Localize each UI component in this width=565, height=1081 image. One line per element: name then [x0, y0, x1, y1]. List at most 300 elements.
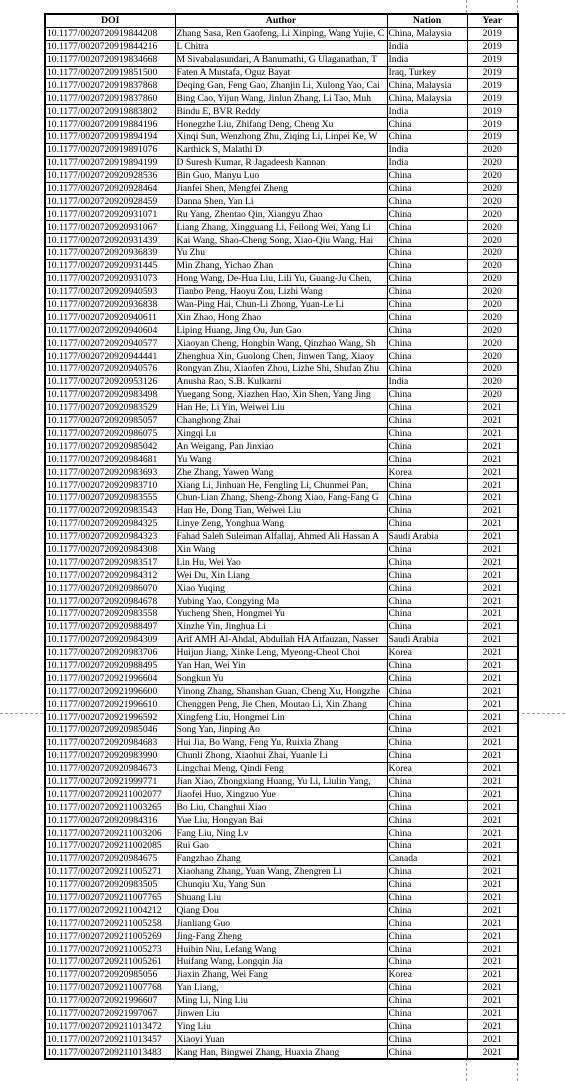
table-row — [45, 569, 518, 582]
cell-doi: 10.1177/0020720920931067 — [45, 221, 175, 234]
table-row — [45, 530, 518, 543]
cell-author: Qiang Dou — [175, 904, 387, 917]
table-row — [45, 182, 518, 195]
cell-doi: 10.1177/0020720920983517 — [45, 556, 175, 569]
cell-year: 2021 — [467, 607, 518, 620]
cell-author: Huibin Niu, Lefang Wang — [175, 943, 387, 956]
table-row — [45, 491, 518, 504]
cell-author: Fahad Saleh Suleiman Alfallaj, Ahmed Ali Hassan A — [175, 530, 387, 543]
cell-author: Bindu E, BVR Reddy — [175, 105, 387, 118]
cell-author: Arif AMH Al-Ahdal, Abdullah HA Atfauzan, Nasser — [175, 633, 387, 646]
cell-doi: 10.1177/0020720920984681 — [45, 453, 175, 466]
cell-year: 2019 — [467, 66, 518, 79]
cell-nation: China — [387, 556, 467, 569]
cell-year: 2021 — [467, 788, 518, 801]
cell-doi: 10.1177/0020720920928536 — [45, 169, 175, 182]
table-row — [45, 968, 518, 981]
cell-doi: 10.1177/0020720920983558 — [45, 607, 175, 620]
cell-year: 2021 — [467, 762, 518, 775]
cell-year: 2021 — [467, 878, 518, 891]
cell-year: 2021 — [467, 595, 518, 608]
cell-nation: China — [387, 118, 467, 131]
cell-author: Faten A Mustafa, Oguz Bayat — [175, 66, 387, 79]
cell-year: 2021 — [467, 543, 518, 556]
cell-doi: 10.1177/0020720919894194 — [45, 131, 175, 144]
cell-doi: 10.1177/0020720919894199 — [45, 156, 175, 169]
cell-year: 2020 — [467, 195, 518, 208]
cell-doi: 10.1177/0020720920928459 — [45, 195, 175, 208]
cell-nation: China — [387, 298, 467, 311]
cell-doi: 10.1177/00207209211003206 — [45, 827, 175, 840]
cell-year: 2019 — [467, 40, 518, 53]
cell-doi: 10.1177/0020720920984308 — [45, 543, 175, 556]
cell-doi: 10.1177/0020720919884196 — [45, 118, 175, 131]
cell-author: Chunli Zhong, Xiaohui Zhai, Yuanle Li — [175, 749, 387, 762]
table-row — [45, 388, 518, 401]
cell-year: 2021 — [467, 556, 518, 569]
cell-nation: China — [387, 840, 467, 853]
cell-doi: 10.1177/0020720920931439 — [45, 234, 175, 247]
cell-year: 2021 — [467, 814, 518, 827]
table-row — [45, 66, 518, 79]
table-row — [45, 543, 518, 556]
cell-nation: Korea — [387, 466, 467, 479]
cell-year: 2021 — [467, 479, 518, 492]
cell-nation: Korea — [387, 646, 467, 659]
table-row — [45, 143, 518, 156]
cell-doi: 10.1177/0020720919851500 — [45, 66, 175, 79]
cell-doi: 10.1177/00207209211007768 — [45, 981, 175, 994]
cell-nation: China — [387, 259, 467, 272]
cell-nation: China — [387, 195, 467, 208]
cell-year: 2019 — [467, 118, 518, 131]
cell-author: Yubing Yao, Congying Ma — [175, 595, 387, 608]
cell-nation: China — [387, 607, 467, 620]
cell-doi: 10.1177/0020720920983710 — [45, 479, 175, 492]
cell-author: Fang Liu, Ning Lv — [175, 827, 387, 840]
cell-doi: 10.1177/0020720920953126 — [45, 375, 175, 388]
cell-doi: 10.1177/0020720920986075 — [45, 427, 175, 440]
cell-year: 2021 — [467, 711, 518, 724]
cell-nation: China — [387, 169, 467, 182]
cell-doi: 10.1177/0020720919891076 — [45, 143, 175, 156]
cell-year: 2021 — [467, 504, 518, 517]
cell-year: 2020 — [467, 298, 518, 311]
table-row — [45, 878, 518, 891]
cell-author: Xinzhe Yin, Jinghua Li — [175, 620, 387, 633]
cell-doi: 10.1177/0020720920936838 — [45, 298, 175, 311]
cell-nation: India — [387, 143, 467, 156]
cell-doi: 10.1177/0020720920984309 — [45, 633, 175, 646]
table-row — [45, 827, 518, 840]
cell-year: 2020 — [467, 259, 518, 272]
cell-doi: 10.1177/00207209211004212 — [45, 904, 175, 917]
cell-year: 2021 — [467, 1007, 518, 1020]
table-row — [45, 92, 518, 105]
cell-doi: 10.1177/0020720921999771 — [45, 775, 175, 788]
cell-year: 2021 — [467, 582, 518, 595]
cell-nation: China — [387, 595, 467, 608]
cell-nation: China — [387, 517, 467, 530]
cell-year: 2020 — [467, 182, 518, 195]
table-row — [45, 350, 518, 363]
table-row — [45, 169, 518, 182]
cell-author: Bing Cao, Yijun Wang, Jinlun Zhang, Li Tao, Muh — [175, 92, 387, 105]
table-row — [45, 685, 518, 698]
table-row — [45, 479, 518, 492]
cell-year: 2021 — [467, 685, 518, 698]
cell-nation: China — [387, 363, 467, 376]
cell-author: Wei Du, Xin Liang — [175, 569, 387, 582]
table-row — [45, 840, 518, 853]
table-row — [45, 259, 518, 272]
table-row — [45, 156, 518, 169]
cell-year: 2020 — [467, 285, 518, 298]
cell-year: 2020 — [467, 337, 518, 350]
cell-nation: China — [387, 272, 467, 285]
cell-author: Honegzhe Liu, Zhifang Deng, Cheng Xu — [175, 118, 387, 131]
cell-year: 2020 — [467, 247, 518, 260]
cell-author: D Suresh Kumar, R Jagadeesh Kannan — [175, 156, 387, 169]
cell-year: 2021 — [467, 698, 518, 711]
cell-nation: India — [387, 53, 467, 66]
cell-doi: 10.1177/0020720920983505 — [45, 878, 175, 891]
cell-nation: China — [387, 388, 467, 401]
cell-author: Han He, Dong Tian, Weiwei Liu — [175, 504, 387, 517]
cell-year: 2021 — [467, 801, 518, 814]
table-row — [45, 1007, 518, 1020]
cell-nation: China — [387, 479, 467, 492]
cell-doi: 10.1177/00207209211005273 — [45, 943, 175, 956]
cell-author: An Weigang, Pan Jinxiao — [175, 440, 387, 453]
cell-doi: 10.1177/00207209211013472 — [45, 1020, 175, 1033]
cell-year: 2020 — [467, 143, 518, 156]
cell-author: Xiaoyi Yuan — [175, 1033, 387, 1046]
cell-year: 2020 — [467, 272, 518, 285]
cell-doi: 10.1177/0020720921996610 — [45, 698, 175, 711]
cell-doi: 10.1177/0020720920983555 — [45, 491, 175, 504]
cell-doi: 10.1177/0020720920985057 — [45, 414, 175, 427]
cell-doi: 10.1177/0020720920985042 — [45, 440, 175, 453]
cell-year: 2021 — [467, 749, 518, 762]
cell-year: 2021 — [467, 427, 518, 440]
cell-nation: Korea — [387, 968, 467, 981]
cell-author: Zhe Zhang, Yawen Wang — [175, 466, 387, 479]
cell-nation: China — [387, 736, 467, 749]
table-row — [45, 762, 518, 775]
cell-doi: 10.1177/0020720920931071 — [45, 208, 175, 221]
table-row — [45, 517, 518, 530]
cell-nation: China — [387, 917, 467, 930]
cell-author: Huifang Wang, Longqin Jia — [175, 956, 387, 969]
column-header-year: Year — [467, 14, 518, 27]
cell-doi: 10.1177/00207209211013483 — [45, 1046, 175, 1059]
cell-year: 2021 — [467, 917, 518, 930]
cell-author: Xinqi Sun, Wenzhong Zhu, Ziqing Li, Linpei Ke, W — [175, 131, 387, 144]
cell-author: Yu Zhu — [175, 247, 387, 260]
cell-nation: China — [387, 504, 467, 517]
cell-nation: China — [387, 234, 467, 247]
cell-nation: India — [387, 40, 467, 53]
cell-year: 2021 — [467, 930, 518, 943]
cell-nation: China — [387, 620, 467, 633]
cell-doi: 10.1177/0020720920931445 — [45, 259, 175, 272]
cell-doi: 10.1177/0020720919883802 — [45, 105, 175, 118]
table-row — [45, 427, 518, 440]
cell-nation: China — [387, 865, 467, 878]
cell-author: Yucheng Shen, Hongmei Yu — [175, 607, 387, 620]
cell-doi: 10.1177/0020720919837860 — [45, 92, 175, 105]
cell-doi: 10.1177/0020720920984312 — [45, 569, 175, 582]
table-row — [45, 607, 518, 620]
cell-doi: 10.1177/0020720920984673 — [45, 762, 175, 775]
cell-doi: 10.1177/0020720920940604 — [45, 324, 175, 337]
table-row — [45, 801, 518, 814]
cell-doi: 10.1177/0020720920940577 — [45, 337, 175, 350]
cell-nation: Canada — [387, 852, 467, 865]
cell-nation: China, Malaysia — [387, 92, 467, 105]
table-row — [45, 53, 518, 66]
table-row — [45, 595, 518, 608]
cell-author: Ying Liu — [175, 1020, 387, 1033]
cell-year: 2021 — [467, 956, 518, 969]
publications-table — [44, 13, 519, 1060]
table-row — [45, 698, 518, 711]
cell-nation: India — [387, 105, 467, 118]
cell-author: Linye Zeng, Yonghua Wang — [175, 517, 387, 530]
cell-doi: 10.1177/0020720920988495 — [45, 659, 175, 672]
cell-year: 2020 — [467, 156, 518, 169]
cell-doi: 10.1177/0020720920983529 — [45, 401, 175, 414]
cell-author: Fangzhao Zhang — [175, 852, 387, 865]
cell-author: Hui Jia, Bo Wang, Feng Yu, Ruixia Zhang — [175, 736, 387, 749]
table-row — [45, 298, 518, 311]
cell-author: Chun-Lian Zhang, Sheng-Zhong Xiao, Fang-Fang G — [175, 491, 387, 504]
cell-year: 2021 — [467, 775, 518, 788]
cell-nation: China — [387, 775, 467, 788]
cell-nation: China — [387, 247, 467, 260]
cell-author: Deqing Gan, Feng Gao, Zhanjin Li, Xulong Yao, Cai — [175, 79, 387, 92]
cell-author: Yan Liang, — [175, 981, 387, 994]
cell-year: 2019 — [467, 79, 518, 92]
cell-doi: 10.1177/0020720920940593 — [45, 285, 175, 298]
cell-year: 2021 — [467, 569, 518, 582]
cell-doi: 10.1177/0020720920986070 — [45, 582, 175, 595]
cell-doi: 10.1177/0020720920983498 — [45, 388, 175, 401]
table-row — [45, 375, 518, 388]
table-row — [45, 852, 518, 865]
cell-year: 2021 — [467, 491, 518, 504]
cell-year: 2019 — [467, 27, 518, 40]
table-row — [45, 131, 518, 144]
cell-author: Yu Wang — [175, 453, 387, 466]
cell-year: 2021 — [467, 453, 518, 466]
table-row — [45, 659, 518, 672]
table-row — [45, 466, 518, 479]
cell-nation: China — [387, 801, 467, 814]
cell-nation: China — [387, 569, 467, 582]
cell-year: 2021 — [467, 672, 518, 685]
cell-doi: 10.1177/0020720920985046 — [45, 723, 175, 736]
cell-author: Hong Wang, De-Hua Liu, Lili Yu, Guang-Ju Chen, — [175, 272, 387, 285]
cell-year: 2020 — [467, 311, 518, 324]
cell-doi: 10.1177/00207209211007765 — [45, 891, 175, 904]
cell-year: 2020 — [467, 234, 518, 247]
cell-doi: 10.1177/0020720920940576 — [45, 363, 175, 376]
cell-author: Zhenghua Xin, Guolong Chen, Jinwen Tang, Xiaoy — [175, 350, 387, 363]
cell-year: 2020 — [467, 375, 518, 388]
cell-nation: China — [387, 285, 467, 298]
cell-doi: 10.1177/0020720920984323 — [45, 530, 175, 543]
cell-year: 2020 — [467, 388, 518, 401]
table-row — [45, 247, 518, 260]
cell-doi: 10.1177/0020720920983706 — [45, 646, 175, 659]
table-row — [45, 453, 518, 466]
cell-doi: 10.1177/0020720920988497 — [45, 620, 175, 633]
cell-author: Karthick S, Malathi D — [175, 143, 387, 156]
cell-year: 2021 — [467, 827, 518, 840]
cell-author: Kai Wang, Shao-Cheng Song, Xiao-Qiu Wang, Hai — [175, 234, 387, 247]
table-row — [45, 981, 518, 994]
cell-nation: China — [387, 981, 467, 994]
table-row — [45, 788, 518, 801]
cell-author: Min Zhang, Yichao Zhan — [175, 259, 387, 272]
cell-nation: India — [387, 375, 467, 388]
table-row — [45, 646, 518, 659]
cell-author: Bo Liu, Changhui Xiao — [175, 801, 387, 814]
table-row — [45, 672, 518, 685]
cell-nation: China — [387, 440, 467, 453]
cell-doi: 10.1177/00207209211002077 — [45, 788, 175, 801]
cell-nation: China — [387, 956, 467, 969]
table-row — [45, 118, 518, 131]
cell-nation: China — [387, 543, 467, 556]
cell-nation: China — [387, 337, 467, 350]
cell-doi: 10.1177/0020720919844208 — [45, 27, 175, 40]
table-row — [45, 943, 518, 956]
table-row — [45, 324, 518, 337]
table-row — [45, 234, 518, 247]
cell-doi: 10.1177/0020720920984678 — [45, 595, 175, 608]
table-row — [45, 285, 518, 298]
cell-doi: 10.1177/00207209211013457 — [45, 1033, 175, 1046]
table-row — [45, 620, 518, 633]
table-row — [45, 956, 518, 969]
cell-nation: China — [387, 749, 467, 762]
cell-year: 2021 — [467, 530, 518, 543]
cell-year: 2021 — [467, 968, 518, 981]
table-row — [45, 1020, 518, 1033]
cell-year: 2021 — [467, 840, 518, 853]
cell-doi: 10.1177/00207209211005269 — [45, 930, 175, 943]
cell-author: Jianfei Shen, Mengfei Zheng — [175, 182, 387, 195]
cell-author: Xingfeng Liu, Hongmei Lin — [175, 711, 387, 724]
cell-author: Song Yan, Jinping Ao — [175, 723, 387, 736]
cell-author: Ming Li, Ning Liu — [175, 994, 387, 1007]
cell-doi: 10.1177/0020720919834668 — [45, 53, 175, 66]
cell-author: M Sivabalasundari, A Banumathi, G Ulaganathan, T — [175, 53, 387, 66]
cell-doi: 10.1177/0020720919844216 — [45, 40, 175, 53]
cell-doi: 10.1177/0020720921997067 — [45, 1007, 175, 1020]
cell-doi: 10.1177/0020720920944441 — [45, 350, 175, 363]
cell-nation: China — [387, 814, 467, 827]
cell-doi: 10.1177/00207209211005258 — [45, 917, 175, 930]
cell-year: 2021 — [467, 440, 518, 453]
cell-doi: 10.1177/0020720920985056 — [45, 968, 175, 981]
cell-author: Xiao Yuqing — [175, 582, 387, 595]
cell-nation: China — [387, 453, 467, 466]
cell-nation: China — [387, 891, 467, 904]
table-row — [45, 208, 518, 221]
table-row — [45, 775, 518, 788]
cell-nation: China — [387, 685, 467, 698]
cell-doi: 10.1177/0020720920984325 — [45, 517, 175, 530]
cell-author: Songkun Yu — [175, 672, 387, 685]
cell-author: Tianbo Peng, Haoyu Zou, Lizhi Wang — [175, 285, 387, 298]
cell-year: 2020 — [467, 350, 518, 363]
table-row — [45, 105, 518, 118]
cell-year: 2019 — [467, 53, 518, 66]
cell-year: 2020 — [467, 221, 518, 234]
cell-author: Jiaofei Huo, Xingzuo Yue — [175, 788, 387, 801]
table-row — [45, 363, 518, 376]
cell-year: 2021 — [467, 1046, 518, 1059]
table-row — [45, 401, 518, 414]
cell-year: 2020 — [467, 169, 518, 182]
table-row — [45, 723, 518, 736]
table-row — [45, 556, 518, 569]
cell-nation: China — [387, 208, 467, 221]
cell-year: 2021 — [467, 646, 518, 659]
cell-nation: China, Malaysia — [387, 79, 467, 92]
table-row — [45, 27, 518, 40]
cell-author: Jianliang Guo — [175, 917, 387, 930]
cell-author: Jiaxin Zhang, Wei Fang — [175, 968, 387, 981]
cell-author: Liang Zhang, Xingguang Li, Feilong Wei, Yang Li — [175, 221, 387, 234]
cell-year: 2021 — [467, 620, 518, 633]
cell-year: 2021 — [467, 1020, 518, 1033]
table-row — [45, 917, 518, 930]
table-row — [45, 1046, 518, 1059]
cell-nation: China — [387, 1007, 467, 1020]
cell-author: Yinong Zhang, Shanshan Guan, Cheng Xu, Hongzhe — [175, 685, 387, 698]
cell-author: Xiaohang Zhang, Yuan Wang, Zhengren Li — [175, 865, 387, 878]
cell-nation: China — [387, 350, 467, 363]
table-row — [45, 814, 518, 827]
column-header-doi: DOI — [45, 14, 175, 27]
table-row — [45, 904, 518, 917]
cell-author: Huijun Jiang, Xinke Leng, Myeong-Cheol Choi — [175, 646, 387, 659]
table-row — [45, 79, 518, 92]
column-header-nation: Nation — [387, 14, 467, 27]
cell-year: 2021 — [467, 517, 518, 530]
cell-author: Jing-Fang Zheng — [175, 930, 387, 943]
cell-author: Lingchai Meng, Qindi Feng — [175, 762, 387, 775]
cell-author: Xin Zhao, Hong Zhao — [175, 311, 387, 324]
cell-nation: China — [387, 672, 467, 685]
cell-year: 2021 — [467, 891, 518, 904]
cell-doi: 10.1177/0020720920984316 — [45, 814, 175, 827]
table-row — [45, 504, 518, 517]
cell-year: 2021 — [467, 736, 518, 749]
cell-author: Liping Huang, Jing Ou, Jun Gao — [175, 324, 387, 337]
cell-author: Chenggen Peng, Jie Chen, Moutao Li, Xin Zhang — [175, 698, 387, 711]
cell-year: 2021 — [467, 659, 518, 672]
cell-author: Rui Gao — [175, 840, 387, 853]
cell-doi: 10.1177/0020720920984683 — [45, 736, 175, 749]
table-row — [45, 582, 518, 595]
cell-nation: China — [387, 1046, 467, 1059]
